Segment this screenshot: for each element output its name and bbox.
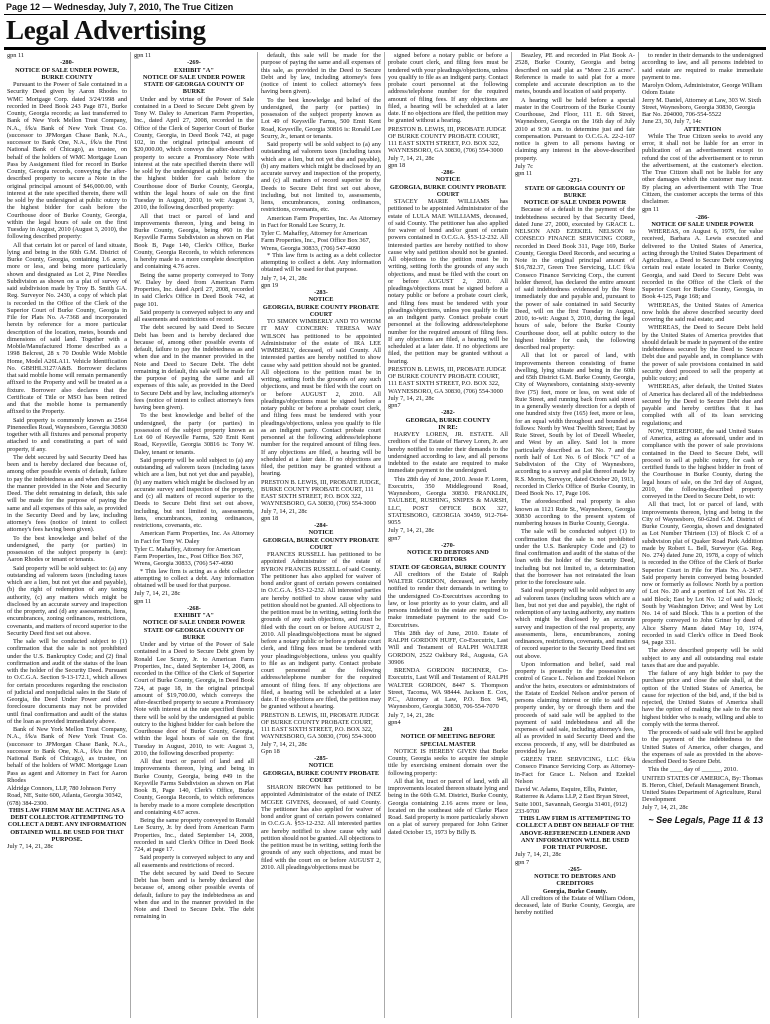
notice-heading: -268- [187, 604, 201, 612]
notice-tag: July 7, 14, 21, 28c [261, 274, 308, 282]
notice-heading: STATE OF GEORGIA COUNTY OF BURKE [524, 184, 626, 199]
column-6 [639, 52, 766, 1018]
notice-heading: STATE OF GEORGIA, BURKE COUNTY [389, 563, 507, 571]
notice-tag: gpn 11 [515, 170, 533, 177]
notice-heading: Georgia, Burke County. [542, 887, 608, 895]
notice-paragraph: WHEREAS, after default, the United States of America has declared all of the indebtedness secured by the Deed to Secure Debt due and payable and hereby certifies that it has complied with all of its loan servicing regulations; and [642, 383, 763, 427]
notice-tag: July 7, 14, 21, 28c [388, 527, 435, 535]
notice-paragraph: All creditors of the Estate of William Odom, deceased, late of Burke County, Georgia, are hereby notified [515, 894, 635, 917]
notice-signature: Marolyn Odom, Administrator, George William Odom Estate [642, 82, 763, 97]
notice-signature: PRESTON B. LEWIS, III, PROBATE JUDGE, BURKE COUNTY PROBATE COURT, 111 EAST SIXTH STREET, P.O. BOX 322, WAYNESBORO, GA 30830, (706) 554-3000 [261, 478, 381, 508]
notice-heading: -271- [568, 177, 582, 185]
notice-heading: GEORGIA, BURKE COUNTY PROBATE COURT [262, 303, 380, 318]
notice-tag: gpn7 [388, 534, 401, 542]
notice-paragraph: The sale will be conducted subject (1) to confirmation that the sale is not prohibited under the U.S. Bankruptcy Code and (2) to final confirmation and audit of the status of the loan with the holder of the Security Deed, including but not limited to, a determination that the borrower has not reinstated the loan prior to the foreclosure sale. [515, 528, 635, 586]
notice-paragraph: signed before a notary public or before a probate court clerk, and filing fees must be tendered with your pleadings/objections, unless you qualify to file as an indigent party. Contact probate court personnel at the following address/telephone number for the required amount of filing fees. If any objections are filed, a hearing will be scheduled at a later date. If no objections are filed, the petition may be granted without a hearing. [388, 52, 508, 125]
notice-paragraph: To the best knowledge and belief of the undersigned, the party (or parties) in possession of the subject property is (are): Aaron Rhodes or tenant or tenants. [7, 534, 127, 564]
notice-paragraph: to render in their demands to the undersigned according to law, and all persons indebted to said estate are required to make immediate payment to me. [642, 52, 763, 81]
notice-paragraph: A hearing will be held before a special master in the Courtroom of the Burke County Courthouse, 2nd Floor, 111 E. 6th Street, Waynesboro, Georgia on the 16th day of July 2010 at 9:30 a.m. to determine just and fair compensation. Pursuant to O.C.G.A. 22-2-107 notice is given to all persons having or claiming any interest in the above-described property. [515, 96, 635, 162]
notice-heading: NOTICE OF SALE UNDER POWER, BURKE COUNTY [15, 66, 119, 81]
notice-tag: July 7, 14, 21, 28c [515, 851, 562, 859]
notice-heading: NOTICE TO DEBTORS AND CREDITORS [534, 873, 616, 888]
notice-heading: -283- [314, 289, 328, 296]
notice-paragraph: SHARON BROWN has petitioned to be appointed Administrator of the estate of INEZ MCGEE GIVENS, deceased, of said County. The petitioner has also applied for waiver of bond and/or grant of certain powers contained in O.C.G.A. §53-12-232. All interested parties are hereby notified to show cause why said petition should not be granted. All objections to the petition must be in writing, setting forth the grounds of any such objections, and must be filed with the court on or before AUGUST 2, 2010. All pleadings/objections must be [261, 784, 381, 871]
notice-paragraph: * This law firm is acting as a debt collector attempting to collect a debt. Any information obtained will be used for that purpose. [261, 251, 381, 274]
notice-tag: gpn4 [388, 718, 401, 726]
notice-tag: June 23, 30, July 7, 14c [642, 118, 702, 126]
notice-heading: GEORGIA, BURKE COUNTY PROBATE COURT [262, 536, 380, 551]
notice-heading: NOTICE OF SALE UNDER POWER [142, 73, 246, 81]
notice-paragraph: GREEN TREE SERVICING, LLC f/k/a Conseco Finance Servicing Corp. as Attorney-in-Fact for Grace L. Nelson and Ezekiel Nelson [515, 756, 635, 785]
notice-paragraph: All that tract or parcel of land and improvements thereon, lying and being in Burke County, Georgia, being #60 in the Keysville Farms Subdivision as shown on Plat Book B, Page 140, Clerk's Office, Burke County, Georgia Records, to which references is hereby made to a more complete description and containing 4.76 acres. [134, 212, 254, 271]
page-folio [4, 0, 766, 15]
notice-paragraph: All that tract or parcel of land and all improvements thereon, lying and being in Burke County, Georgia, being #49 in the Keysville Farms Subdivision as shown on Plat Book B, Page 140, Clerk's Office, Burke County, Georgia Records, to which references is hereby made to a more complete description and containing 4.67 acres. [134, 758, 254, 816]
notice-heading: STATE OF GEORGIA COUNTY OF BURKE [143, 81, 245, 96]
notice-signature: Jerry M. Daniel, Attorney at Law, 303 W. Sixth Street, Waynesboro, Georgia 30830, Georgia Bar No. 204000, 706-554-5522 [642, 96, 762, 118]
notice-paragraph: The debt secured by said Deed to Secure Debt has been and is hereby declared due because of, among other possible events of default, failure to pay the indebtedness as and when due and in the manner provided in the Note and Deed to Secure Debt. The debt remaining in default, this sale will be made for the purpose of paying the same and all expenses of this sale, as provided in the Deed to Secure Debt and by law, including attorney's fees (notice of intent to collect attorney's fees having been given). [134, 324, 254, 411]
continued-reference: ~ See Legals, Page 11 & 13 [648, 814, 763, 825]
notice-heading: GEORGIA, BURKE COUNTY PROBATE COURT [262, 769, 380, 784]
notice-paragraph: Being the same property conveyed to Ronald Lee Scurry, Jr. by deed from American Farm Properties, Inc., dated September 14, 2008, recorded in said Clerk's Office in Deed Book 724, at page 17. [134, 817, 254, 853]
notice-signature: PRESTON B. LEWIS, III, PROBATE JUDGE OF BURKE COUNTY PROBATE COURT, 111 EAST SIXTH STREET, P.O. BOX 322, WAYNESBORO, GA 30830, (706) 554-3000 [388, 365, 507, 395]
notice-tag: July 7, 14, 21, 28c [388, 154, 435, 162]
notice-paragraph: All that lot, tract or parcel of land, with all improvements located thereon situate lying and being in the 60th G.M. District, Burke County, Georgia containing 2.16 acres more or less, located on the southeast side of Clarke Place Road. Said property is more particularly shown on a plat of survey prepared for John Griner dated October 15, 1973 by Billy B. [388, 777, 508, 836]
column-3 [258, 52, 385, 1018]
notice-paragraph: The aforedescribed real property is also known as 1121 Ruie St., Waynesboro, Georgia 30830 according to the present system of numbering houses in Burke County, Georgia. [515, 498, 635, 527]
notice-heading: NOTICE OF MEETING BEFORE SPECIAL MASTER [400, 733, 496, 748]
notice-paragraph: Said property will be sold subject to (a) any outstanding ad valorem taxes (including taxes which are a lien, but not yet due and payable), (b) any matters which might be disclosed by an accurate survey and inspection of the property, and (c) all matters of record superior to the Deeds to Secure Debt first set out above, including, but not limited to, assessments, liens, encumbrances, zoning ordinances, restrictions, covenants, etc. [134, 456, 254, 529]
notice-heading: -285- [314, 755, 328, 762]
notice-heading: NOTICE [435, 176, 461, 184]
notice-paragraph: This the ____ day of ______, 2010. [648, 766, 738, 774]
notice-paragraph: To the best knowledge and belief of the undersigned, the party (or parties) in possession of the subject property known as Lot 49 of Keysville Farms, 500 Emit Kent Road, Keysville, Georgia 30816 is: Ronald Lee Scurry, Jr., tenant or tenants. [261, 96, 381, 140]
notice-paragraph: The above described property will be sold subject to any and all outstanding real estate taxes that are due and payable. [642, 647, 763, 669]
notice-paragraph: All that certain lot or parcel of land situate, lying and being in the 60th G.M. District of Burke County, Georgia, containing 1.6 acres, more or less, and being more particularly shown and designated as Lot 2, Pine Needles Subdivision as shown on a plat of survey of said subdivision made by Troy B. Smith GA. Reg. Surveyor No. 2430, a copy of which plat is recorded in the Office of the Clerk of the Superior Court of Burke County, Georgia in File for Plats No. A-7368 and incorporated herein by reference for a more particular description of the location, metes, bounds and dimensions of said land. Together with a Mobile/Manufactured Home described as a 1998 Belcrest, 28 x 70 Double Wide Mobile Home, Model A26LA11. Vehicle Identification No. GBHHL3127/A&B. Borrower declares that said mobile home will remain permanently affixed to the Property and will be treated as a fixture. Borrower also declares that the Certificate of Title or MSO has been retired and that the mobile home is permanently affixed to the Property. [7, 241, 127, 416]
notice-paragraph: Said property is conveyed subject to any and all easements and restrictions of record. [134, 854, 254, 869]
notice-paragraph: HARVEY LOREN, JR. ESTATE. All creditors of the Estate of Harvey Loren, Jr. are hereby notified to render their demands to the undersigned according to law, and all persons indebted to the estate are required to make immediate payment to the undersigned. [388, 431, 508, 475]
notice-heading: EXHIBIT "A" [174, 66, 214, 74]
legal-columns [4, 52, 766, 1018]
notice-paragraph: FRANCES RUSSELL has petitioned to be appointed Administrator of the estate of BYRON FRANCIS RUSSELL of said County. The petitioner has also applied for waiver of bond and/or grant of certain powers contained in O.C.G.A. §53-12-232. All interested parties are hereby notified to show cause why said petition should not be granted. All objections to the petition must be in writing, setting forth the grounds of any such objections, and must be filed with the court on or before AUGUST 2, 2010. All pleadings/objections must be signed before a notary public or before a probate court clerk, and filing fees must be tendered with your pleadings/objections, unless you qualify to file as an indigent party. Contact probate court personnel at the following address/telephone number for the required amount of filing fees. If any objections are filed, a hearing will be scheduled at a later date. If no objections are filed, the petition may be granted without a hearing. [261, 551, 381, 711]
notice-paragraph: All creditors of the Estate of Ralph WALTER GORDON, deceased, are hereby notified to render their demands in writing to the undersigned Co-Executrixes according to law, or lose priority as to your claim, and all persons indebted to the estate are required to make immediate payment to the said Co-Executrixes. [388, 570, 508, 629]
notice-paragraph: While The True Citizen seeks to avoid any error, it shall not be liable for an error in publication of an advertisement except to refund the cost of the advertisement or to rerun the advertisement, at the customer's election. The True Citizen shall not be liable for any other damages which the customer may incur. By placing an advertisement with The True Citizen, the customer accepts the terms of this disclaimer. [642, 132, 763, 205]
notice-tag: gpn 11 [642, 206, 660, 214]
notice-paragraph: Said property will be sold subject to: (a) any outstanding ad valorem taxes (including taxes which are a lien, but not yet due and payable), (b) the right of redemption of any taxing authority, (c) any matters which might be disclosed by an accurate survey and inspection of the property, and (d) any assessments, liens, encumbrances, zoning ordinances, restrictions, covenants, and matters of record superior to the Security Deed first set out above. [7, 564, 127, 637]
notice-tag: gpn7 [388, 402, 401, 409]
notice-paragraph: WHEREAS, the Deed to Secure Debt held by the United States of America provides that should default be made in payment of the entire indebtedness secured by the Deed to Secure Debt due and payable and, in compliance with the power of sale provisions contained in said security deed proceed to sell the property at public outcry; and [642, 324, 763, 382]
notice-paragraph: This 28th day of June, 2010. Jessie F. Loren, Executrix, 350 Middleground Road, Waynesboro, Georgia 30830. FRANKLIN, TAULBEE, RUSHING, SNIPES & MARSH, LLC, POST OFFICE BOX 327, STATESBORO, GEORGIA 30459, 912-764-9055 [388, 475, 508, 526]
notice-heading: -286- [441, 169, 455, 176]
column-4 [385, 52, 512, 1018]
notice-tag: July 7, 14, 21, 28c [261, 740, 308, 748]
notice-paragraph: TO SIMON WIMBERLY AND TO WHOM IT MAY CONCERN: TERESA WAY WILSON has petitioned to be appointed Administrator of the estate of IRA LEE WIMBERLY, deceased, of said County. All interested parties are hereby notified to show cause why said petition should not be granted. All objections to the petition must be in writing, setting forth the grounds of any such objections, and must be filed with the court on or before AUGUST 2, 2010. All pleadings/objections must be signed before a notary public or before a probate court clerk, and filing fees must be tendered with your pleadings/objections, unless you qualify to file as an indigent party. Contact probate court personnel at the following address/telephone number for the required amount of filing fees. If any objections are filed, a hearing will be scheduled at a later date. If no objections are filed, the petition may be granted without a hearing. [261, 318, 381, 478]
notice-paragraph: Bank of New York Mellon Trust Company, N.A., f/k/a Bank of New York Trust Co. (successor to JPMorgan Chase Bank, N.A., successor to Bank One, N.A., f/k/a the First National Bank of Chicago), as trustee, on behalf of the holders of WMC Mortgage Loan Pass as agent and Attorney in Fact for Aaron Rhodes [7, 726, 127, 784]
notice-paragraph: STACEY MARIE WILLIAMS has petitioned to be appointed Administrator of the estate of LULA MAE WILLIAMS, deceased, of said County. The petitioner has also applied for waiver of bond and/or grant of certain powers contained in O.C.G.A. §53-12-232. All interested parties are hereby notified to show cause why said petition should not be granted. All objections to the petition must be in writing, setting forth the grounds of any such objections, and must be filed with the court on or before AUGUST 2, 2010. All pleadings/objections must be signed before a notary public or before a probate court clerk, and filing fees must be tendered with your pleadings/objections, unless you qualify to file as an indigent party. Contact probate court personnel at the following address/telephone number for the required amount of filing fees. If any objections are filed, a hearing will be scheduled at a later date. If no objections are filed, the petition may be granted without a hearing. [388, 198, 508, 365]
notice-heading: 281 [443, 726, 453, 733]
notice-paragraph: Upon information and belief, said real property is presently in the possession or control of Grace L. Nelson and Ezekiel Nelson and/or the heirs, executors or administrators of the Estate of Ezekiel Nelson and/or person of persons claiming interest or title to said real property under, by or through them and the proceeds of said sale will be applied to the payment of said indebtedness and all the expenses of said sale, including attorney's fees, all as provided in said Security Deed and the excess proceeds, if any, will be distributed as provided by law. [515, 660, 635, 755]
folio-text: Page 12 — Wednesday, July 7, 2010, The True Citizen [6, 2, 234, 12]
notice-heading: NOTICE OF SALE UNDER POWER [651, 220, 754, 228]
notice-paragraph: All that lot or parcel of land, with improvements thereon consisting of frame dwelling, lying situate and being in the 60th and 65th District G.M. Burke County, Georgia, City of Waynesboro, containing sixty-seventy five (75) feet, more or less, on west side of Ruie Street, and running back from said street in a generally westerly direction for a depth of one hundred sixty five (165) feet, more or less, for an equal width throughout and bounded as follows: North by West Twelfth Street; East by Ruie Street, South by lot of Dezell Wheeler, and West by an alley. Said lot is more particularly described as Lot No. 7 and the north half of Lot No. 6 of Block "C" of a Subdivision of the City of Waynesboro, according to a survey and plat thereof made by R.S. Morris, Surveyor, dated October 20, 1913, recorded in Clerk's Office of Burke County, in Deed Book No. 17, Page 106. [515, 352, 635, 497]
notice-signature: PRESTON B. LEWIS, III, PROBATE JUDGE OF BURKE COUNTY PROBATE COURT, 111 EAST SIXTH STREET, P.O. BOX 322, WAYNESBORO, GA 30830, (706) 554-3000 [261, 711, 380, 741]
notice-tag: July 7, 14, 21, 28c [134, 590, 181, 598]
notice-paragraph: Said property is conveyed subject to any and all easements and restrictions of record. [134, 308, 254, 323]
notice-paragraph: The proceeds of said sale will first be applied to the payment of the indebtedness to the United States of America, other charges, and the expenses of sale as provided in the above-described Deed to Secure Debt. [642, 729, 763, 765]
notice-heading: -284- [314, 522, 328, 529]
title-rule [4, 47, 766, 50]
notice-heading: -265- [568, 865, 582, 873]
notice-paragraph: Beazley, PE and recorded in Plat Book A-2528, Burke County, Georgia and being described on said plat as "More 2.16 acres". Reference is made to said plat for a more complete and accurate description as to the metes, bounds and location of said property. [515, 52, 635, 96]
notice-paragraph: Under and by virtue of the Power of Sale contained in a Deed to Secure Debt given by Ronald Lee Scurry, Jr. to American Farm Properties, Inc., dated September 14, 2008, as recorded in the Office of the Clerk of Superior Court of Burke County, Georgia, in Deed Book 724, at page 18, in the original principal amount of $19,700.00, which conveys the after-described property to secure a Promissory Note with interest at the rate specified therein there will be sold by the undersigned at public outcry to the highest bidder for cash before the Courthouse door of Burke County, Georgia, within the legal hours of sale on the first Tuesday in August, 2010, to wit: August 3, 2010, the following described property: [134, 641, 254, 757]
notice-tag: gpn 19 [261, 281, 279, 289]
notice-heading: -286- [695, 213, 710, 221]
notice-tag: gpn 7 [515, 858, 530, 866]
notice-tag: gpn 18 [261, 514, 279, 522]
notice-paragraph: BRENDA GORDON RICHNER, Co-Executrix, Last Will and Testament of RALPH WALTER GORDON, 8447 S. Thompson Street, Tacoma, WA 98444. Jackson E. Cox, P.C., Attorney at Law, P.O. Box 945, Waynesboro, Georgia 30830, 706-554-7070 [388, 667, 508, 711]
notice-tag: July 7, 14, 21, 28c [388, 711, 435, 719]
column-1 [4, 52, 131, 1018]
section-title: Legal Advertising [6, 15, 206, 45]
notice-heading: STATE OF GEORGIA COUNTY OF BURKE [143, 626, 245, 641]
notice-tag: July 7, 14, 21, 28c [7, 843, 54, 850]
notice-signature: Tyler C. Mahaffey, Attorney for American Farm Properties, Inc., Post Office Box 367, Wrens, Georgia 30833, (706) 547-4090 [261, 230, 371, 252]
notice-signature: Tyler C. Mahaffey, Attorney for American Farm Properties, Inc., Post Office Box 367, Wrens, Georgia 30833, (706) 547-4090 [134, 545, 244, 568]
notice-disclaimer: THIS LAW FIRM MAY BE ACTING AS A DEBT COLLECTOR ATTEMPTING TO COLLECT A DEBT. ANY INFORMATION OBTAINED WILL BE USED FOR THAT PURPOSE. [7, 806, 127, 843]
notice-paragraph: To the best knowledge and belief of the undersigned, the party (or parties) in possession of the subject property known as Lot 60 of Keysville Farms, 520 Emit Kent Road, Keysville, Georgia 30816 is: Tony W. Daley, tenant or tenants. [134, 412, 254, 456]
notice-paragraph: Because of a default in the payment of the indebtedness secured by that Security Deed, dated June 27, 2000, executed by GRACE L. NELSON AND EZEKIEL NELSON to CONSECO FINANCE SERVICING CORP., recorded in Deed Book 311, Page 169, Burke County, Georgia Deed Records, and securing a Note in the original principal amount of $16,782.37, Green Tree Servicing, LLC f/k/a Conseco Finance Servicing Corp., the current holder thereof, has declared the entire amount of said indebtedness evidenced by the Note immediately due and payable and, pursuant to the power of sale contained in said Security Deed, will on the first Tuesday in August, 2010, to-wit: August 3, 2010, during the legal hours of sale, before the Burke County Courthouse door, sell at public outcry to the highest bidder for cash, the following described real property: [515, 206, 635, 351]
notice-signature: Aldridge Connors, LLP, 780 Johnson Ferry Road, NE, Suite 600, Atlanta, Georgia 30342, (678) 384-2300. [7, 785, 123, 807]
column-2 [131, 52, 258, 1018]
notice-signature: UNITED STATES OF AMERICA, By: Thomas B. Heron, Chief, Default Management Branch, United States Department of Agriculture, Rural Development [642, 774, 763, 804]
notice-paragraph: Being the same property conveyed to Tony W. Daley by deed from American Farm Properties, Inc. dated April 27, 2008, recorded in said Clerk's Office in Deed Book 742, at page 101. [134, 271, 254, 308]
notice-heading: NOTICE [308, 529, 334, 537]
notice-paragraph: NOTICE IS HEREBY GIVEN that Burke County, Georgia seeks to acquire fee simple title by exercising eminent domain over the following property: [388, 747, 508, 777]
notice-paragraph: This 28th day of June, 2010. Estate of RALPH GORDON HUFF, Co-Executrix, Last Will and Testament of RALPH WALTER GORDON, 2522 Oakbury Rd., Augusta, GA 30906 [388, 629, 508, 666]
notice-heading: NOTICE [308, 296, 334, 304]
notice-tag: Gpn 18 [261, 747, 280, 755]
column-5 [512, 52, 639, 1018]
notice-heading: NOTICE [308, 762, 334, 770]
notice-tag: gpn 11 [7, 52, 25, 59]
notice-paragraph: Said property will be sold subject to (a) any outstanding ad valorem taxes (including taxes which are a lien, but not yet due and payable), (b) any matters which might be disclosed by an accurate survey and inspection of the property, and (c) all matters of record superior to the Deeds to Secure Debt first set out above, including, but not limited to, assessments, liens, encumbrances, zoning ordinances, restrictions, covenants, etc. [261, 141, 381, 214]
notice-paragraph: WHEREAS, the United States of America now holds the above described security deed covering the said real estate; and [642, 301, 763, 323]
notice-tag: gpn 11 [134, 52, 152, 59]
notice-paragraph: Under and by virtue of the Power of Sale contained in a Deed to Secure Debt given by Tony W. Daley to American Farm Properties, Inc., dated April 27, 2008, recorded in the Office of the Clerk of Superior Court of Burke County, Georgia, in Deed Book 742, at page 102, in the original principal amount of $20,000.00, which conveys the after-described property to secure a Promissory Note with interest at the rate specified therein there will be sold by the undersigned at public outcry to the highest bidder for cash before the Courthouse door of Burke County, Georgia, within the legal hours of sale on the first Tuesday in August, 2010, to wit: August 3, 2010, the following described property: [134, 95, 254, 212]
notice-tag: gpn 11 [134, 597, 152, 605]
notice-paragraph: Said property is commonly known as 2564 Pineneedles Road, Waynesboro, Georgia 30830 together with all fixtures and personal property attached to and constituting a part of said property, if any. [7, 416, 127, 453]
notice-paragraph: NOW, THEREFORE, the said United States of America, acting as aforesaid, under and in compliance with the power of sale provisions contained in the Deed to Secure Debt, will proceed to sell at public outcry, for cash or certified funds to the highest bidder in front of the Courthouse in Burke County, during the legal hours of sale, on the 3rd day of August, 2010, the following-described property conveyed in the Deed to Secure Debt, to wit: [642, 427, 763, 500]
notice-heading: NOTICE OF SALE UNDER POWER [523, 199, 627, 206]
notice-tag: July 7, 14, 21, 28c [261, 507, 308, 515]
notice-tag: July 7, 14, 21, 28c [388, 394, 435, 402]
notice-heading: IN RE: [438, 423, 458, 431]
notice-paragraph: The debt secured by said Security Deed has been and is hereby declared due because of, among other possible events of default, failure to pay the indebtedness as and when due and in the manner provided in the Note and Security Deed. The debt remaining in default, this sale will be made for the purpose of paying the same and all expenses of this sale, as provided in the Security Deed and by law, including attorney's fees (notice of intent to collect attorney's fees having been given). [7, 453, 127, 534]
notice-heading: -282- [441, 409, 455, 417]
notice-paragraph: American Farm Properties, Inc. As Attorney in Fact for Tony W. Daley [134, 530, 254, 545]
notice-tag: July 7, 14, 21, 28c [642, 803, 689, 811]
notice-heading: -270- [441, 541, 455, 549]
notice-signature: David W. Adams, Esquire, Ellis, Painter, Ratterree & Adams LLP, 2 East Bryan Street, Suite 1001, Savannah, Georgia 31401, (912) 233-9700 [515, 786, 630, 815]
notice-heading: GEORGIA, BURKE COUNTY [405, 416, 491, 424]
notice-paragraph: WHEREAS, on August 6, 1979, for value received, Barbara A. Lewis executed and delivered to the United States of America, acting through the United States Department of Agriculture, a Deed to Secure Debt conveying certain real estate located in Burke County, Georgia, and said Deed to Secure Debt was recorded in the Office of the Clerk of the Superior Court for Burke County, Georgia, in Book 4-125, Page 168; and [642, 228, 763, 301]
notice-paragraph: Pursuant to the Power of Sale contained in a Security Deed given by Aaron Rhodes to WMC Mortgage Corp. dated 3/24/1998 and recorded in Deed Book 243 Page 871, Burke County, Georgia records; as last transferred to Bank of New York Mellon Trust Company, N.A., f/k/a Bank of New York Trust Co. (successor to JPMorgan Chase Bank, N.A., successor to Bank One, N.A., f/k/a the First National Bank of Chicago), as trustee, on behalf of the holders of WMC Mortgage Loan Pass by Assignment filed for record in Burke County, Georgia records, conveying the after-described property to secure a Note in the original principal amount of $46,000.00, with interest at the rate specified therein, there will be sold by the undersigned at public outcry to the highest bidder for cash before the Courthouse door of Burke County, Georgia, within the legal hours of sale on the first Tuesday in August, 2010 (August 3, 2010), the following described property: [7, 81, 127, 241]
notice-paragraph: The sale will be conducted subject to (1) confirmation that the sale is not prohibited under the U.S. Bankruptcy Code; and (2) final confirmation and audit of the status of the loan with the holder of the Security Deed. Pursuant to O.C.G.A. Section 9-13-172.1, which allows for certain procedures regarding the rescission of judicial and nonjudicial sales in the State of Georgia, the Deed Under Power and other foreclosure documents may not be provided until final confirmation and audit of the status of the loan as provided immediately above. [7, 638, 127, 725]
notice-heading: EXHIBIT "A" [174, 612, 214, 619]
notice-paragraph: default, this sale will be made for the purpose of paying the same and all expenses of this sale, as provided in the Deed to Secure Debt and by law, including attorney's fees (notice of intent to collect attorney's fees having been given). [261, 52, 381, 96]
notice-tag: July 7c [515, 162, 534, 170]
notice-signature: PRESTON B. LEWIS, III, PROBATE JUDGE OF BURKE COUNTY PROBATE COURT, 111 EAST SIXTH STREET, P.O. BOX 322, WAYNESBORO, GA 30830, (706) 554-3000 [388, 125, 507, 155]
notice-paragraph: * This law firm is acting as a debt collector attempting to collect a debt. Any information obtained will be used for that purpose. [134, 567, 254, 589]
notice-heading: NOTICE OF SALE UNDER POWER [142, 619, 246, 627]
notice-paragraph: All that tract, lot or parcel of land, with improvements thereon, lying and being in the City of Waynesboro, 60-62nd G.M. District of Burke County, Georgia, shown and designated as Lot Number Thirteen (13) of Block C of a subdivision plat of Quaker Road Park Addition made by Robert L. Bell, Surveyor (Ga. Reg. No. 274) dated June 20, 1978, a copy of which is recorded in the Office of the Clerk of Burke Superior Court in File for Plats No. A-3457. Said property herein conveyed being bounded now or formerly as follows: North by a portion of Lot No. 20 and a portion of Lot No. 21 of said Block; East by Lot No. 12 of said Block; South by Washington Drive; and West by Lot No. 14 of said Block. This is a portion of the property conveyed to John Griner by deed of Alice Sherry Mann dated May 10, 1974, recorded in said Clerk's office in Deed Book 94, page 331. [642, 501, 763, 646]
notice-paragraph: American Farm Properties, Inc. As Attorney in Fact for Ronald Lee Scurry, Jr. [261, 214, 381, 229]
notice-disclaimer: THIS LAW FIRM IS ATTEMPTING TO COLLECT A DEBT ON BEHALF OF THE ABOVE-REFERENCED LENDER AND ANY INFORMATION WILL BE USED FOR THAT PURPOSE. [516, 815, 634, 851]
notice-heading: ATTENTION [683, 125, 722, 133]
notice-heading: -280- [60, 59, 74, 67]
notice-heading: GEORGIA, BURKE COUNTY PROBATE COURT [389, 183, 507, 198]
notice-paragraph: The debt secured by said Deed to Secure Debt has been and is hereby declared due because of, among other possible events of default, failure to pay the indebtedness as and when due and in the manner provided in the Note and Deed to Secure Debt. The debt remaining in [134, 869, 254, 921]
notice-paragraph: The failure of any high bidder to pay the purchase price and close the sale shall, at the option of the United States of America, be cause for rejection of the bid, and, if the bid is rejected, the United States of America shall have the option of making the sale to the next highest bidder who is ready, willing and able to comply with the terms thereof. [642, 670, 763, 728]
notice-paragraph: Said real property will be sold subject to any ad valorem taxes (including taxes which are a lien, but not yet due and payable), the right of redemption of any taxing authority, any matters which might be disclosed by an accurate survey and inspection of the real property, any assessments, liens, encumbrances, zoning ordinances, restrictions, covenants, and matters of record superior to the Security Deed first set out above. [515, 587, 635, 660]
notice-heading: -269- [187, 59, 201, 67]
notice-heading: NOTICE TO DEBTORS AND CREDITORS [407, 549, 489, 564]
notice-tag: gpn 18 [388, 161, 406, 169]
